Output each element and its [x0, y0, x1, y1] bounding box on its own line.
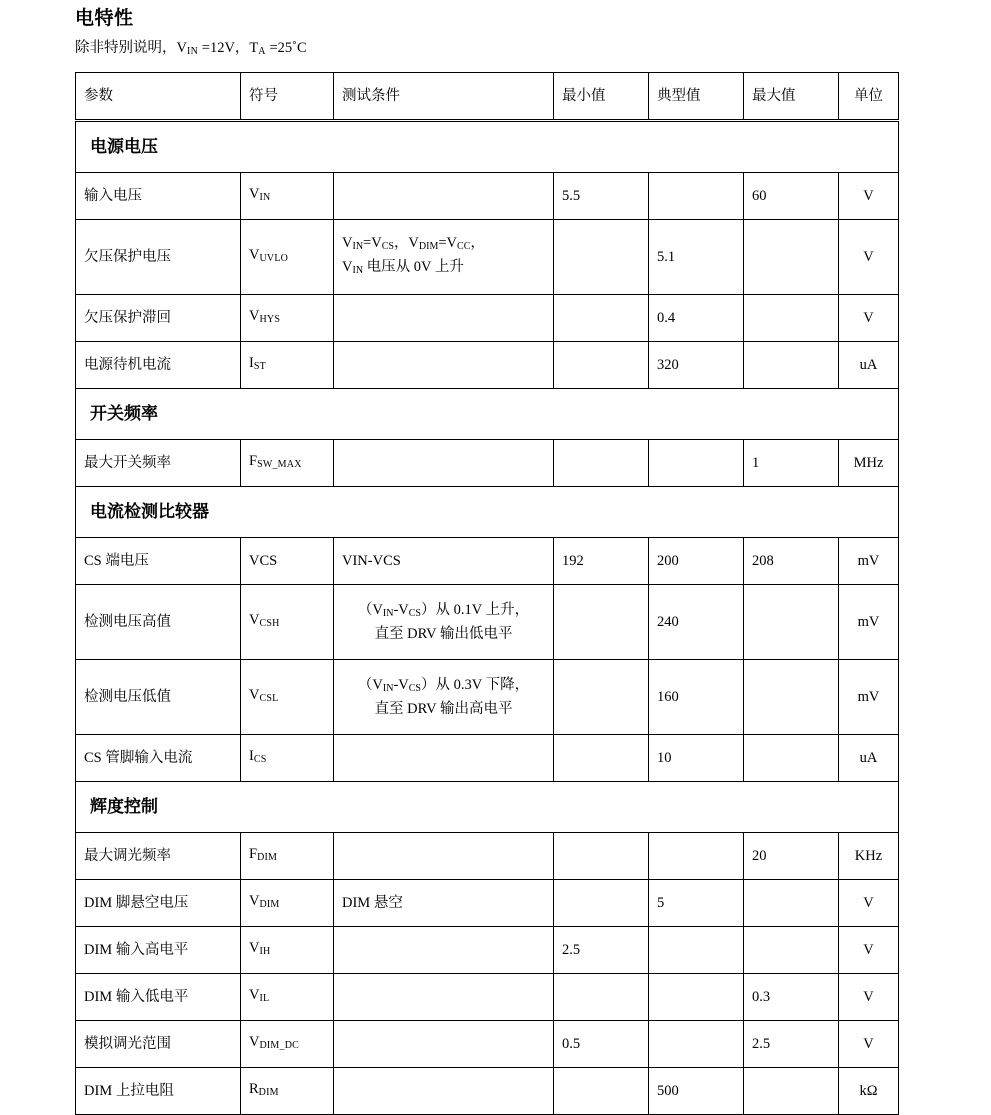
cell-symbol: $I_{CS}$ [241, 734, 334, 781]
section-title: 辉度控制 [76, 781, 899, 832]
cell-max [744, 734, 839, 781]
note-suffix: =25˚C [265, 40, 307, 56]
cell-unit: mV [839, 537, 899, 584]
section-title: 电流检测比较器 [76, 486, 899, 537]
cell-parameter: 最大调光频率 [76, 832, 241, 879]
cell-typ [649, 172, 744, 219]
header-parameter: 参数 [76, 72, 241, 120]
cell-min [554, 219, 649, 294]
cell-parameter: 检测电压低值 [76, 659, 241, 734]
cell-condition: DIM 悬空 [334, 879, 554, 926]
cell-typ: 5 [649, 879, 744, 926]
cell-symbol: $V_{IL}$ [241, 973, 334, 1020]
cell-symbol: $V_{CSH}$ [241, 584, 334, 659]
cell-condition [334, 341, 554, 388]
cell-min: 192 [554, 537, 649, 584]
cell-max [744, 1067, 839, 1114]
table-row [76, 341, 899, 388]
cell-parameter: 输入电压 [76, 172, 241, 219]
cell-condition [334, 926, 554, 973]
cell-condition: VIN-VCS [334, 537, 554, 584]
table-row [76, 439, 899, 486]
cell-max: 208 [744, 537, 839, 584]
cell-unit: KHz [839, 832, 899, 879]
cell-condition [334, 439, 554, 486]
cell-unit: kΩ [839, 1067, 899, 1114]
section-title: 开关频率 [76, 388, 899, 439]
table-row [76, 537, 899, 584]
cell-symbol: $V_{UVLO}$ [241, 219, 334, 294]
cell-min: 0.5 [554, 1020, 649, 1067]
cell-unit: V [839, 1020, 899, 1067]
cell-max [744, 584, 839, 659]
cell-min: 5.5 [554, 172, 649, 219]
cell-max [744, 219, 839, 294]
section-title: 电源电压 [76, 120, 899, 172]
header-unit: 单位 [839, 72, 899, 120]
cell-condition [334, 832, 554, 879]
cell-unit: mV [839, 659, 899, 734]
cell-max: 0.3 [744, 973, 839, 1020]
cell-parameter: 欠压保护滞回 [76, 294, 241, 341]
cell-typ: 0.4 [649, 294, 744, 341]
cell-symbol: $I_{ST}$ [241, 341, 334, 388]
cell-typ: 200 [649, 537, 744, 584]
cell-parameter: DIM 上拉电阻 [76, 1067, 241, 1114]
cell-unit: V [839, 294, 899, 341]
page-title: 电特性 [75, 8, 134, 29]
cell-parameter: 欠压保护电压 [76, 219, 241, 294]
cell-symbol: $V_{DIM}$ [241, 879, 334, 926]
cell-condition [334, 294, 554, 341]
cell-parameter: 模拟调光范围 [76, 1020, 241, 1067]
cell-max [744, 341, 839, 388]
cell-parameter: DIM 输入高电平 [76, 926, 241, 973]
table-section-header [76, 781, 899, 832]
cell-typ [649, 439, 744, 486]
cell-unit: MHz [839, 439, 899, 486]
note-subscript-in: IN [186, 45, 199, 57]
cell-max: 1 [744, 439, 839, 486]
table-row [76, 879, 899, 926]
cell-condition: $(V_{IN}-V_{CS})$从 0.3V 下降， 直至 DRV 输出高电平 [334, 659, 554, 734]
header-typ: 典型值 [649, 72, 744, 120]
table-row [76, 584, 899, 659]
cell-symbol: $F_{DIM}$ [241, 832, 334, 879]
note-subscript-a: A [258, 45, 266, 57]
table-section-header [76, 120, 899, 172]
cell-unit: V [839, 879, 899, 926]
cell-parameter: 电源待机电流 [76, 341, 241, 388]
cell-symbol: VCS [241, 537, 334, 584]
table-row [76, 172, 899, 219]
cell-typ: 160 [649, 659, 744, 734]
cell-typ [649, 1020, 744, 1067]
table-row [76, 1067, 899, 1114]
cell-symbol: $R_{DIM}$ [241, 1067, 334, 1114]
table-section-header [76, 486, 899, 537]
cell-typ [649, 926, 744, 973]
table-row [76, 294, 899, 341]
table-row [76, 926, 899, 973]
cell-condition [334, 172, 554, 219]
cell-unit: mV [839, 584, 899, 659]
cell-unit: uA [839, 341, 899, 388]
cell-condition: $V_{IN}=V_{CS}$，$V_{DIM}=V_{CC}$， $V_{IN}$ 电压从 0V 上升 [334, 219, 554, 294]
note-prefix: 除非特别说明，V [75, 40, 187, 56]
cell-parameter: CS 管脚输入电流 [76, 734, 241, 781]
cell-unit: uA [839, 734, 899, 781]
cell-typ: 10 [649, 734, 744, 781]
cell-max [744, 659, 839, 734]
table-header-row [76, 72, 899, 120]
cell-unit: V [839, 172, 899, 219]
cell-min [554, 973, 649, 1020]
cell-max: 60 [744, 172, 839, 219]
cell-unit: V [839, 973, 899, 1020]
cell-unit: V [839, 219, 899, 294]
cell-min [554, 832, 649, 879]
cell-symbol: $F_{SW\_MAX}$ [241, 439, 334, 486]
cell-min [554, 1067, 649, 1114]
cell-condition: $(V_{IN}-V_{CS})$从 0.1V 上升， 直至 DRV 输出低电平 [334, 584, 554, 659]
cell-symbol: $V_{IH}$ [241, 926, 334, 973]
table-row [76, 973, 899, 1020]
cell-symbol: $V_{IN}$ [241, 172, 334, 219]
cell-symbol: $V_{CSL}$ [241, 659, 334, 734]
table-row [76, 734, 899, 781]
header-min: 最小值 [554, 72, 649, 120]
cell-min [554, 879, 649, 926]
cell-typ: 320 [649, 341, 744, 388]
cell-min [554, 341, 649, 388]
header-max: 最大值 [744, 72, 839, 120]
cell-parameter: 检测电压高值 [76, 584, 241, 659]
cell-max [744, 294, 839, 341]
header-condition: 测试条件 [334, 72, 554, 120]
table-section-header [76, 388, 899, 439]
cell-typ: 240 [649, 584, 744, 659]
table-row [76, 1020, 899, 1067]
cell-min: 2.5 [554, 926, 649, 973]
cell-max [744, 879, 839, 926]
cell-min [554, 734, 649, 781]
table-row [76, 219, 899, 294]
cell-max [744, 926, 839, 973]
test-conditions-note [75, 38, 931, 62]
table-row [76, 832, 899, 879]
cell-unit: V [839, 926, 899, 973]
cell-parameter: 最大开关频率 [76, 439, 241, 486]
cell-min [554, 439, 649, 486]
table-row [76, 659, 899, 734]
cell-parameter: CS 端电压 [76, 537, 241, 584]
cell-typ [649, 973, 744, 1020]
cell-parameter: DIM 脚悬空电压 [76, 879, 241, 926]
cell-typ: 500 [649, 1067, 744, 1114]
cell-condition [334, 1067, 554, 1114]
cell-symbol: $V_{HYS}$ [241, 294, 334, 341]
cell-min [554, 584, 649, 659]
cell-max: 2.5 [744, 1020, 839, 1067]
cell-condition [334, 1020, 554, 1067]
electrical-characteristics-table [75, 72, 899, 1115]
cell-min [554, 659, 649, 734]
cell-typ: 5.1 [649, 219, 744, 294]
cell-parameter: DIM 输入低电平 [76, 973, 241, 1020]
cell-symbol: $V_{DIM\_DC}$ [241, 1020, 334, 1067]
header-symbol: 符号 [241, 72, 334, 120]
note-middle: =12V，T [198, 40, 259, 56]
cell-condition [334, 973, 554, 1020]
cell-max: 20 [744, 832, 839, 879]
cell-typ [649, 832, 744, 879]
cell-condition [334, 734, 554, 781]
cell-min [554, 294, 649, 341]
